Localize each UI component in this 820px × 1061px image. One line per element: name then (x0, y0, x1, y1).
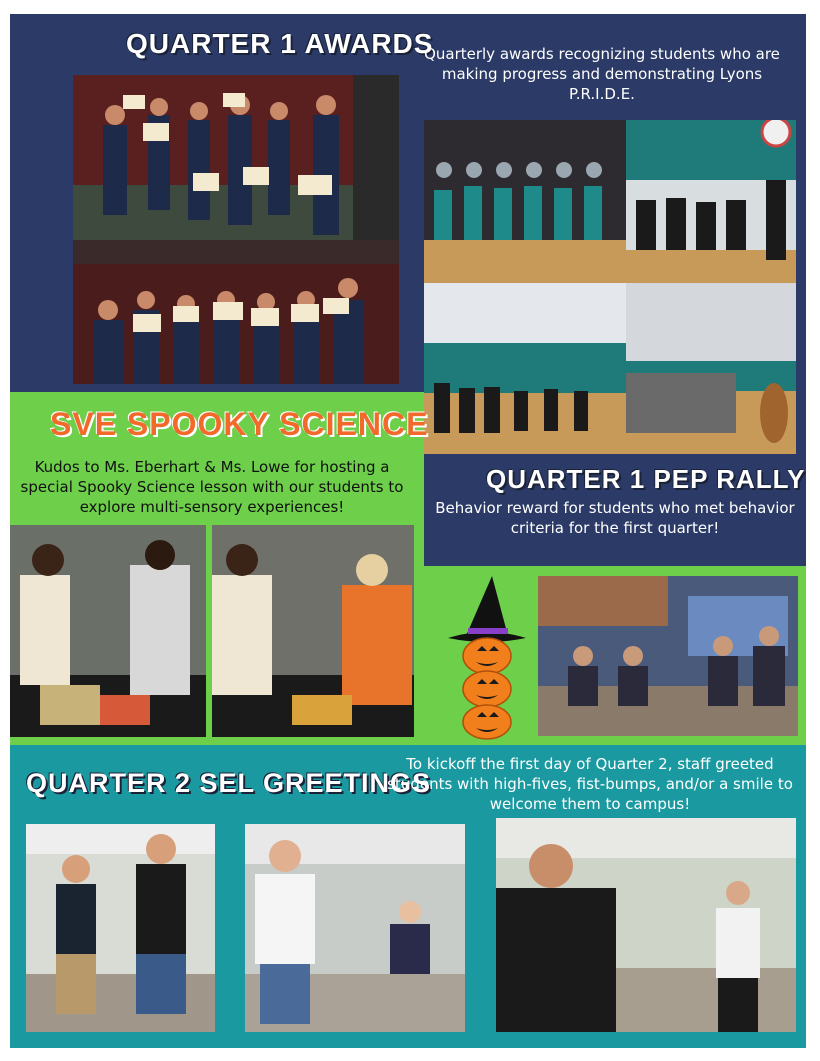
classroom-photo (538, 576, 798, 736)
pep-rally-title: QUARTER 1 PEP RALLY (486, 464, 806, 494)
science-photo-1 (10, 525, 206, 737)
pumpkin-witch-hat-icon (444, 574, 530, 740)
greetings-photo-1 (26, 824, 215, 1032)
awards-description: Quarterly awards recognizing students who are making progress and demonstrating Lyons P.R.I.D.E. (424, 45, 780, 103)
greetings-photo-3 (496, 818, 796, 1032)
greetings-photo-2 (245, 824, 465, 1032)
pep-rally-photo-mascot (626, 283, 796, 454)
pep-rally-description: Behavior reward for students who met behavior criteria for the first quarter! (435, 499, 795, 537)
science-photo-2 (212, 525, 414, 737)
awards-photo-1 (73, 75, 399, 240)
pep-rally-photo-cheer (424, 120, 626, 283)
pep-rally-photo-gym (424, 283, 626, 454)
awards-photo-2 (73, 240, 399, 384)
greetings-title: QUARTER 2 SEL GREETINGS (26, 768, 432, 798)
greetings-description: To kickoff the first day of Quarter 2, staff greeted students with high-fives, fist-bumps, and/or a smile to welcome them to campus! (387, 755, 793, 813)
science-title: SVE SPOOKY SCIENCE (50, 406, 429, 442)
awards-title: QUARTER 1 AWARDS (126, 28, 434, 59)
science-description: Kudos to Ms. Eberhart & Ms. Lowe for hosting a special Spooky Science lesson with our students to explore multi-sensory experiences! (20, 458, 404, 516)
pep-rally-photo-band (626, 120, 796, 283)
